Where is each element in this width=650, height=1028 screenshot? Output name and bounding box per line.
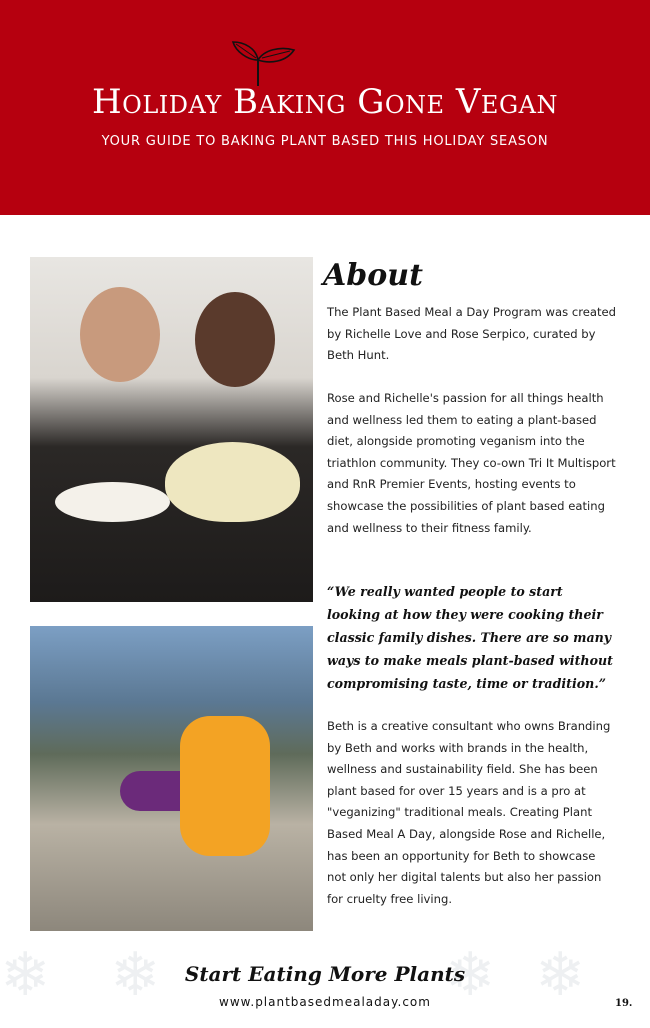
page-number: 19.	[615, 998, 633, 1009]
page-subtitle: YOUR GUIDE TO BAKING PLANT BASED THIS HOLIDAY SEASON	[101, 134, 549, 149]
snowflake-icon: ❄	[445, 940, 496, 1010]
about-quote: “We really wanted people to start looking at how they were cooking their classic family dishes. There are so many ways to make meals plant-based without compromising taste, time or tradition.”	[327, 584, 613, 691]
photo-beth-mountain	[30, 626, 313, 931]
footer-tagline: Start Eating More Plants	[184, 962, 466, 986]
header-banner	[0, 0, 650, 215]
about-paragraph-2: Rose and Richelle's passion for all things health and wellness led them to eating a plant-based diet, alongside promoting veganism into the triathlon community. They co-own Tri It Multisport and RnR Premier Events, hosting events to showcase the possibilities of plant based eating and wellness to their fitness family.	[327, 391, 616, 535]
snowflake-icon: ❄	[0, 940, 51, 1010]
about-paragraph-1: The Plant Based Meal a Day Program was created by Richelle Love and Rose Serpico, curated by Beth Hunt.	[327, 305, 617, 363]
about-heading: About	[323, 258, 423, 293]
snowflake-icon: ❄	[535, 940, 586, 1010]
leaf-sprout-icon	[228, 38, 298, 88]
snowflake-icon: ❄	[110, 940, 161, 1010]
photo-richelle-and-rose	[30, 257, 313, 602]
footer-url-link[interactable]: www.plantbasedmealaday.com	[219, 995, 431, 1009]
page-title: Holiday Baking Gone Vegan	[92, 82, 558, 122]
about-paragraph-3: Beth is a creative consultant who owns Branding by Beth and works with brands in the health, wellness and sustainability field. She has been plant based for over 15 years and is a pro at "veganizing" traditional meals. Creating Plant Based Meal A Day, alongside Rose and Richelle, has been an opportunity for Beth to showcase not only her digital talents but also her passion for cruelty free living.	[327, 719, 611, 906]
